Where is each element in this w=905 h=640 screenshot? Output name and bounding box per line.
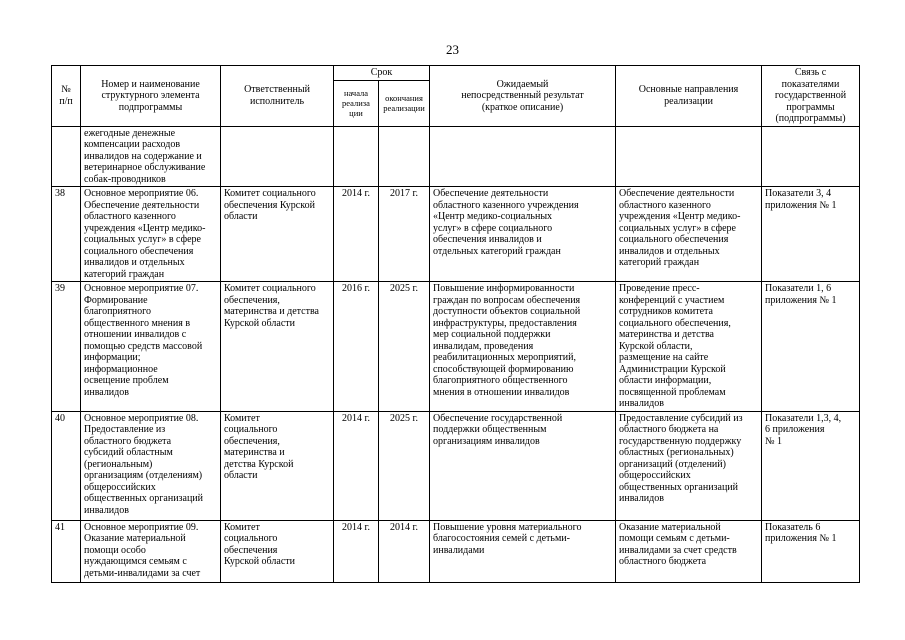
header-responsible: Ответственный исполнитель — [221, 66, 334, 127]
row-directions: Проведение пресс- конференций с участием сотрудников комитета социального обеспечения, материнства и детства Курской области, размещение на сайте Администрации Курской области информации, посвященной проблемам инвалидов — [616, 282, 762, 412]
row-name: Основное мероприятие 09. Оказание материальной помощи особо нуждающимся семьям с детьми-инвалидами за счет — [81, 520, 221, 582]
row-start: 2016 г. — [334, 282, 379, 412]
row-name: ежегодные денежные компенсации расходов инвалидов на содержание и ветеринарное обслуживание собак-проводников — [81, 126, 221, 187]
table-row — [52, 126, 860, 187]
row-no: 38 — [52, 187, 81, 282]
row-responsible: Комитет социального обеспечения, материнства и детства Курской области — [221, 411, 334, 520]
row-link: Показатели 1, 6 приложения № 1 — [762, 282, 860, 412]
row-link: Показатели 1,3, 4, 6 приложения № 1 — [762, 411, 860, 520]
row-result: Повышение информированности граждан по вопросам обеспечения доступности объектов социальной инфраструктуры, предоставления мер социальной поддержки инвалидам, проведения реабилитационных мероприятий, способствующей формированию благоприятного общественного мнения в отношении инвалидов — [430, 282, 616, 412]
row-start: 2014 г. — [334, 411, 379, 520]
row-no: 39 — [52, 282, 81, 412]
header-term: Срок — [334, 66, 430, 81]
row-name: Основное мероприятие 06. Обеспечение деятельности областного казенного учреждения «Центр медико- социальных услуг» в сфере социального обеспечения инвалидов и отдельных категорий граждан — [81, 187, 221, 282]
row-directions — [616, 126, 762, 187]
row-result: Обеспечение государственной поддержки общественным организациям инвалидов — [430, 411, 616, 520]
row-start: 2014 г. — [334, 520, 379, 582]
row-result — [430, 126, 616, 187]
row-responsible: Комитет социального обеспечения Курской области — [221, 187, 334, 282]
header-start: начала реализа ции — [334, 80, 379, 126]
header-end: окончания реализации — [379, 80, 430, 126]
row-no: 40 — [52, 411, 81, 520]
page-number: 23 — [446, 42, 459, 57]
table-row — [52, 411, 860, 520]
row-responsible: Комитет социального обеспечения Курской области — [221, 520, 334, 582]
row-end: 2025 г. — [379, 411, 430, 520]
row-end: 2017 г. — [379, 187, 430, 282]
row-directions: Оказание материальной помощи семьям с детьми- инвалидами за счет средств областного бюджета — [616, 520, 762, 582]
row-responsible — [221, 126, 334, 187]
table-row — [52, 187, 860, 282]
row-link — [762, 126, 860, 187]
row-result: Обеспечение деятельности областного казенного учреждения «Центр медико-социальных услуг» в сфере социального обеспечения инвалидов и отдельных категорий граждан — [430, 187, 616, 282]
table-row — [52, 520, 860, 582]
row-end: 2025 г. — [379, 282, 430, 412]
header-link: Связь с показателями государственной программы (подпрограммы) — [762, 66, 860, 127]
row-directions: Обеспечение деятельности областного казенного учреждения «Центр медико- социальных услуг» в сфере социального обеспечения инвалидов и отдельных категорий граждан — [616, 187, 762, 282]
row-start: 2014 г. — [334, 187, 379, 282]
header-result: Ожидаемый непосредственный результат (краткое описание) — [430, 66, 616, 127]
header-name: Номер и наименование структурного элемента подпрограммы — [81, 66, 221, 127]
row-responsible: Комитет социального обеспечения, материнства и детства Курской области — [221, 282, 334, 412]
row-no: 41 — [52, 520, 81, 582]
row-name: Основное мероприятие 08. Предоставление из областного бюджета субсидий областным (региональным) организациям (отделениям) общероссийских общественных организаций инвалидов — [81, 411, 221, 520]
table-row — [52, 282, 860, 412]
row-no — [52, 126, 81, 187]
row-start — [334, 126, 379, 187]
row-directions: Предоставление субсидий из областного бюджета на государственную поддержку областных (региональных) организаций (отделений) общероссийских общественных организаций инвалидов — [616, 411, 762, 520]
header-no: № п/п — [52, 66, 81, 127]
row-link: Показатель 6 приложения № 1 — [762, 520, 860, 582]
program-table — [51, 65, 860, 583]
row-name: Основное мероприятие 07. Формирование благоприятного общественного мнения в отношении инвалидов с помощью средств массовой информации; информационное освещение проблем инвалидов — [81, 282, 221, 412]
row-end — [379, 126, 430, 187]
row-end: 2014 г. — [379, 520, 430, 582]
row-result: Повышение уровня материального благосостояния семей с детьми- инвалидами — [430, 520, 616, 582]
header-directions: Основные направления реализации — [616, 66, 762, 127]
row-link: Показатели 3, 4 приложения № 1 — [762, 187, 860, 282]
